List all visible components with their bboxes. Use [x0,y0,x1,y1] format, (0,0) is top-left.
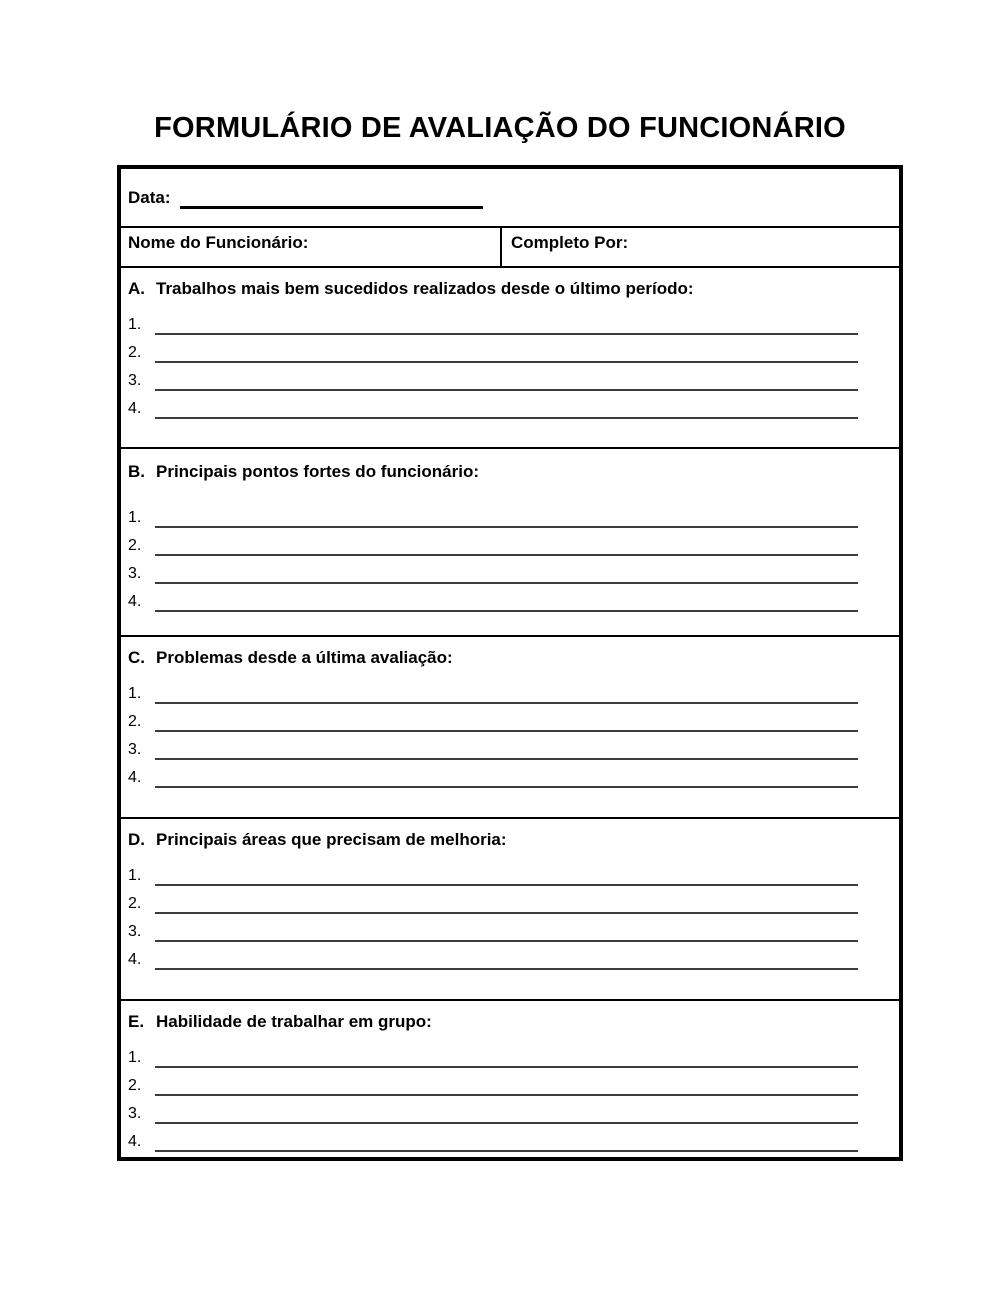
answer-input-line[interactable] [155,335,858,363]
answer-line [121,1096,899,1124]
answer-input-line[interactable] [155,732,858,760]
section-e-lines [121,1040,899,1152]
answer-line [121,335,899,363]
line-number: 4. [128,951,142,968]
answer-input-line[interactable] [155,942,858,970]
line-number: 2. [128,1077,142,1094]
section-e-letter: E. [128,1012,145,1031]
answer-line [121,732,899,760]
section-b-head [121,462,899,482]
line-number: 4. [128,1133,142,1150]
section-c-head [121,648,899,668]
answer-input-line[interactable] [155,704,858,732]
line-number: 3. [128,923,142,940]
section-e [121,1001,899,1157]
answer-line [121,942,899,970]
page-title: FORMULÁRIO DE AVALIAÇÃO DO FUNCIONÁRIO [154,112,846,144]
line-number: 1. [128,316,142,333]
answer-input-line[interactable] [155,584,858,612]
answer-line [121,676,899,704]
answer-line [121,500,899,528]
answer-input-line[interactable] [155,500,858,528]
section-b [121,449,899,637]
section-c-letter: C. [128,648,145,667]
line-number: 4. [128,769,142,786]
section-c-heading: Problemas desde a última avaliação: [156,648,453,667]
evaluation-form [117,165,903,1161]
line-number: 3. [128,565,142,582]
answer-input-line[interactable] [155,1068,858,1096]
completed-by-label: Completo Por: [511,233,629,252]
date-input-line[interactable] [180,187,483,209]
completed-by-cell[interactable] [502,228,899,266]
answer-line [121,528,899,556]
line-number: 2. [128,895,142,912]
answer-input-line[interactable] [155,1124,858,1152]
names-row [121,228,899,268]
answer-line [121,704,899,732]
answer-input-line[interactable] [155,858,858,886]
answer-input-line[interactable] [155,556,858,584]
date-row [121,169,899,228]
answer-line [121,760,899,788]
line-number: 1. [128,1049,142,1066]
section-d-lines [121,858,899,970]
line-number: 4. [128,400,142,417]
line-number: 3. [128,741,142,758]
section-c [121,637,899,819]
section-a-lines [121,307,899,419]
answer-input-line[interactable] [155,363,858,391]
line-number: 3. [128,372,142,389]
answer-line [121,1124,899,1152]
section-e-heading: Habilidade de trabalhar em grupo: [156,1012,432,1031]
line-number: 1. [128,685,142,702]
answer-line [121,584,899,612]
section-a-head [121,279,899,299]
answer-input-line[interactable] [155,528,858,556]
answer-input-line[interactable] [155,914,858,942]
section-a-letter: A. [128,279,145,298]
answer-line [121,391,899,419]
answer-line [121,886,899,914]
answer-line [121,307,899,335]
line-number: 2. [128,344,142,361]
answer-input-line[interactable] [155,391,858,419]
line-number: 4. [128,593,142,610]
section-b-letter: B. [128,462,145,481]
section-d-heading: Principais áreas que precisam de melhoria: [156,830,507,849]
answer-line [121,363,899,391]
answer-input-line[interactable] [155,676,858,704]
section-d [121,819,899,1001]
section-b-lines [121,500,899,612]
answer-line [121,1040,899,1068]
line-number: 2. [128,713,142,730]
line-number: 2. [128,537,142,554]
answer-input-line[interactable] [155,307,858,335]
answer-input-line[interactable] [155,1040,858,1068]
date-label: Data: [128,187,171,207]
section-d-head [121,830,899,850]
answer-input-line[interactable] [155,760,858,788]
section-a [121,268,899,449]
answer-input-line[interactable] [155,1096,858,1124]
section-b-heading: Principais pontos fortes do funcionário: [156,462,480,481]
answer-line [121,1068,899,1096]
employee-name-cell[interactable] [121,228,502,266]
section-c-lines [121,676,899,788]
line-number: 1. [128,509,142,526]
section-d-letter: D. [128,830,145,849]
line-number: 1. [128,867,142,884]
line-number: 3. [128,1105,142,1122]
section-a-heading: Trabalhos mais bem sucedidos realizados desde o último período: [156,279,694,298]
answer-input-line[interactable] [155,886,858,914]
answer-line [121,556,899,584]
answer-line [121,914,899,942]
section-e-head [121,1012,899,1032]
employee-name-label: Nome do Funcionário: [128,233,309,252]
answer-line [121,858,899,886]
